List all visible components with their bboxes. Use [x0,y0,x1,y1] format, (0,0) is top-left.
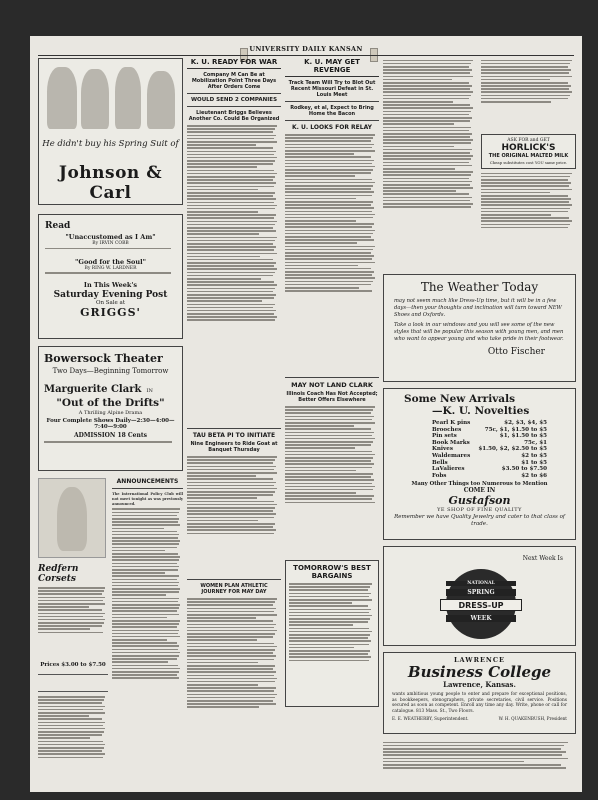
griggs-paper: Saturday Evening Post [53,290,168,301]
ku-relay-head: K. U. LOOKS FOR RELAY [292,124,372,131]
ku-may-head: K. U. MAY GET REVENGE [285,58,379,77]
college-president: W. H. QUAKENBUSH, President [498,716,567,722]
griggs-read: Read [45,221,71,231]
gustafson-title: Some New Arrivals [404,393,516,405]
column-5-top [481,58,576,290]
business-college-ad [383,652,576,734]
price-item-name: Waldemares [432,452,471,459]
ku-ready-body [187,125,281,425]
griggs-story1: "Unaccustomed as I Am" [65,233,156,241]
price-item-price: 75c, $1, $1.50 to $5 [484,426,547,433]
griggs-ad [38,214,183,339]
price-item-price: $3.50 to $7.50 [501,466,547,473]
bowersock-note [44,441,177,450]
man-illustration [47,67,77,129]
gustafson-logo: Gustafson [448,494,511,508]
college-head: LAWRENCE [453,656,505,664]
bowersock-star: Marguerite Clark [44,384,142,395]
price-item-price: $2 to $6 [521,472,547,479]
store-signature [38,674,108,692]
price-row [432,427,547,434]
horlick-brand: HORLICK'S [501,142,556,153]
announcements-body [112,508,183,768]
price-list [432,420,547,479]
griggs-week: In This Week's [83,281,138,290]
horlick-ask: ASK FOR and GET [507,137,550,143]
man-illustration [115,67,141,129]
illinois-head: MAY NOT LAND CLARK [291,381,373,389]
dressup-next: Next Week Is [522,555,563,562]
gustafson-others: Many Other Things too Numerous to Mention [411,481,548,488]
column-1 [38,58,183,786]
price-item-name: Pin sets [432,433,457,440]
price-item-price: 75c, $1 [524,439,547,446]
ku-ready-sub2: Lieutenant Briggs Believes Another Co. Could Be Organized [188,110,280,122]
ku-may-sub2: Rodkey, et al, Expect to Bring Home the Bacon [290,105,374,117]
column-text [481,173,576,263]
price-row [432,440,547,447]
price-row [432,446,547,453]
man-illustration [81,69,109,129]
johnson-name: Johnson & Carl [58,163,163,203]
price-item-price: $1, $1.50 to $5 [499,433,547,440]
ku-ready-head2: WOULD SEND 2 COMPANIES [190,97,278,103]
gustafson-ad [383,388,576,540]
fischer-line2: Take a look in our windows and you will see some of the new styles that will be popular this season with young men, and men who want to appear young and who take pride in their footwear. [394,322,564,342]
bowersock-days: Two Days—Beginning Tomorrow [52,367,169,375]
column-3 [285,58,379,786]
bargains-box [285,560,379,707]
price-item-name: LaValieres [432,466,465,473]
gustafson-subtitle: —K. U. Novelties [432,405,530,417]
griggs-sale: On Sale at [95,300,126,307]
redfern-body [38,587,108,659]
griggs-author2: By RING W. LARDNER [84,265,137,271]
price-row [432,466,547,473]
dressup-week-ad [383,546,576,646]
price-row [432,453,547,460]
beta-pi-head: TAU BETA PI TO INITIATE [192,432,276,439]
horlick-product: THE ORIGINAL MALTED MILK [488,152,569,159]
redfern-prices: Prices $3.00 to $7.50 [40,662,106,668]
price-row [432,460,547,467]
price-item-name: Book Marks [432,439,470,446]
announcement-lead: The International Policy Club will not meet tonight as was previously announced. [112,492,183,506]
masthead: UNIVERSITY DAILY KANSAN [38,42,574,56]
ku-ready-head: K. U. READY FOR WAR [187,58,281,69]
gustafson-come: COME IN [463,487,496,495]
price-item-price: $1.50, $2, $2.50 to $5 [478,446,547,453]
johnson-tagline: He didn't buy his Spring Suit of [42,139,179,149]
griggs-blurb [45,272,176,280]
price-item-price: $2, $3, $4, $5 [504,420,547,426]
newspaper-page [30,36,582,792]
column-text [383,60,477,286]
price-item-price: $2 to $5 [521,452,547,459]
women-body [187,598,281,768]
column-4-top [383,58,477,290]
announcements [112,478,183,768]
ku-may-body [285,134,379,374]
price-row [432,433,547,440]
column-2 [187,58,281,786]
ku-may-sub: Track Team Will Try to Blot Out Recent Missouri Defeat in St. Louis Meet [288,80,376,98]
college-superintendent: E. E. WEATHERBY, Superintendent. [392,716,469,722]
bowersock-sub: A Thrilling Alpine Drama [78,410,143,416]
beta-pi-body [187,456,281,576]
redfern-title: Redfern Corsets [38,564,79,584]
bowersock-ad [38,346,183,471]
college-city: Lawrence, Kansas. [443,680,516,689]
horlick-note: Cheap substitutes cost YOU same price. [489,159,568,165]
illinois-sub: Illinois Coach Has Not Accepted; Better Offers Elsewhere [286,391,378,403]
dressup-line3: DRESS-UP [440,599,522,611]
bargains-title: TOMORROW'S BEST BARGAINS [293,564,371,580]
fischer-title: The Weather Today [420,280,539,294]
johnson-carl-ad [38,58,183,205]
women-head: WOMEN PLAN ATHLETIC JOURNEY FOR MAY DAY [200,583,268,595]
price-item-name: Knives [432,446,454,453]
bargains-body [289,583,375,703]
column-text [481,60,576,130]
beta-pi-sub: Nine Engineers to Ride Goat at Banquet Thursday [190,441,278,453]
college-name: Business College [407,663,552,681]
dressup-badge [446,569,516,639]
ku-ready-sub: Company M Can Be at Mobilization Point Three Days After Orders Come [191,72,277,90]
griggs-store: GRIGGS' [80,306,141,320]
illinois-body [285,406,379,556]
fischer-signature: Otto Fischer [487,347,545,357]
man-illustration [147,71,175,129]
price-row [432,473,547,480]
column-text [38,696,108,786]
column-text [383,740,576,784]
bowersock-admission: ADMISSION 18 Cents [74,432,147,439]
college-body: wants ambitious young people to enter and prepare for exceptional positions, as bookkeepers, stenographers, private secretaries, civil service. Positions secured as soon as competent. Enroll any time any day. Write, phone or call for catalogue. 813 Mass. St., Two Floors. [392,692,567,714]
bowersock-film: "Out of the Drifts" [56,397,165,409]
dressup-line1: NATIONAL [446,581,516,586]
price-row [432,420,547,427]
price-item-price: $1 to $5 [521,459,547,466]
dressup-line4: WEEK [446,615,516,622]
fischer-line1: may not seem much like Dress-Up time, but it will be in a few days—then your thoughts and inclination will turn toward NEW Shoes and Oxfords. [394,298,562,318]
bowersock-theater: Bowersock Theater [44,352,163,365]
griggs-blurb [45,248,176,257]
gustafson-tagline: Remember we have Quality Jewelry and cater to that class of trade. [394,514,565,528]
price-item-name: Bells [432,459,448,466]
price-item-name: Pearl K pins [432,420,471,426]
gustafson-shop: YE SHOP OF FINE QUALITY [437,507,522,514]
bowersock-shows: Four Complete Shows Daily—2:30—4:00—7:40—9:00 [46,418,175,430]
otto-fischer-ad [383,274,576,382]
dressup-line2: SPRING [446,589,516,596]
price-item-name: Brooches [432,426,462,433]
announcements-title: ANNOUNCEMENTS [116,478,179,485]
corset-illustration [38,478,106,558]
griggs-story2: "Good for the Soul" [75,257,146,266]
horlick-ad [481,134,576,169]
griggs-author1: By IRVIN COBB [92,241,129,246]
figure-illustration [57,487,87,551]
bowersock-in: IN [146,388,153,394]
redfern-ad [38,564,108,786]
price-item-name: Fobs [432,472,447,479]
